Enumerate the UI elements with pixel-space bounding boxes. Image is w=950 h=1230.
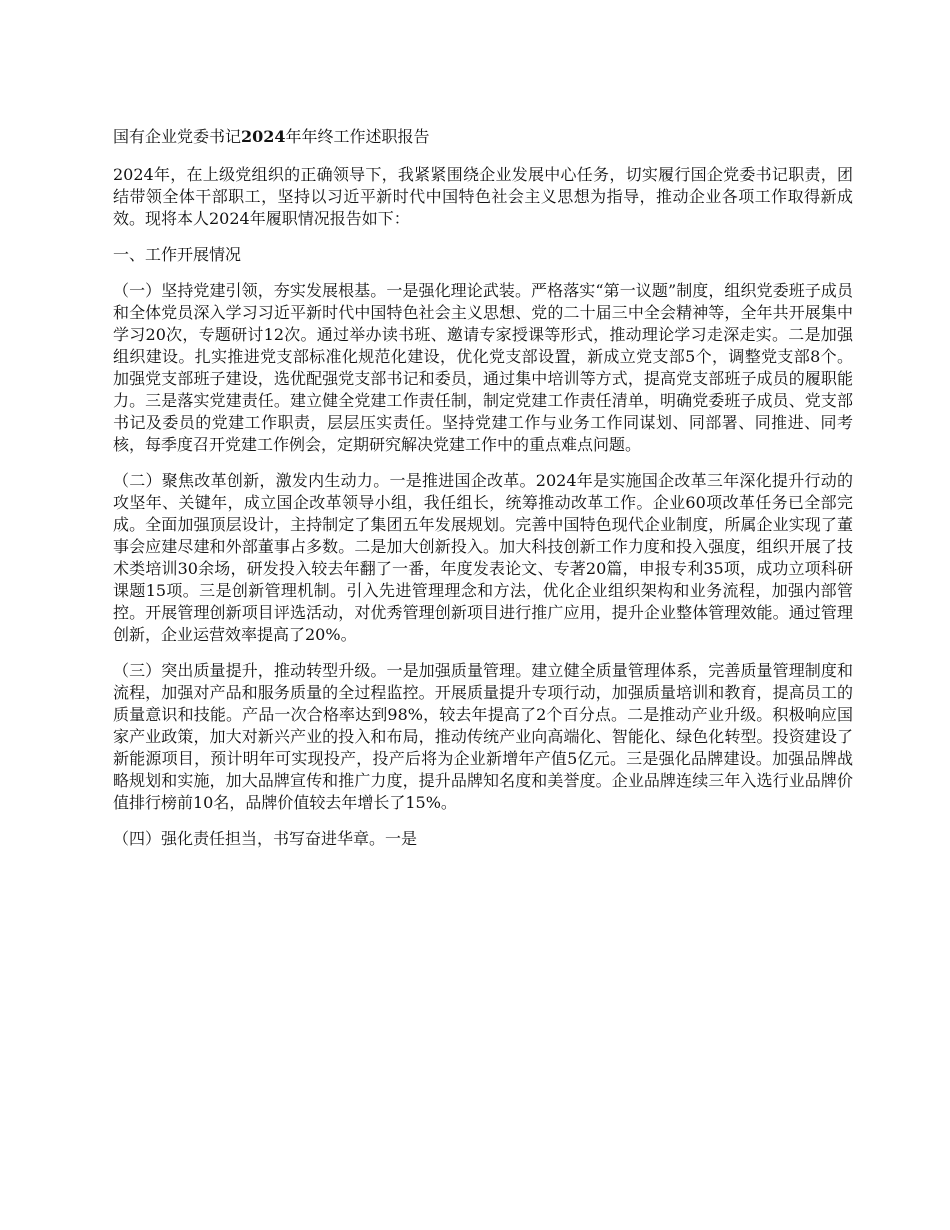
paragraph-party-building: （一）坚持党建引领，夯实发展根基。一是强化理论武装。严格落实“第一议题”制度，组织党委班子成员和全体党员深入学习习近平新时代中国特色社会主义思想、党的二十届三中全会精神等，全年共开展集中学习20次，专题研讨12次。通过举办读书班、邀请专家授课等形式，推动理论学习走深走实。二是加强组织建设。扎实推进党支部标准化规范化建设，优化党支部设置，新成立党支部5个，调整党支部8个。加强党支部班子建设，选优配强党支部书记和委员，通过集中培训等方式，提高党支部班子成员的履职能力。三是落实党建责任。建立健全党建工作责任制，制定党建工作责任清单，明确党委班子成员、党支部书记及委员的党建工作职责，层层压实责任。坚持党建工作与业务工作同谋划、同部署、同推进、同考核，每季度召开党建工作例会，定期研究解决党建工作中的重点难点问题。 — [113, 281, 853, 454]
paragraph-quality-upgrade: （三）突出质量提升，推动转型升级。一是加强质量管理。建立健全质量管理体系，完善质量管理制度和流程，加强对产品和服务质量的全过程监控。开展质量提升专项行动，加强质量培训和教育，提高员工的质量意识和技能。产品一次合格率达到98%，较去年提高了2个百分点。二是推动产业升级。积极响应国家产业政策，加大对新兴产业的投入和布局，推动传统产业向高端化、智能化、绿色化转型。投资建设了新能源项目，预计明年可实现投产，投产后将为企业新增年产值5亿元。三是强化品牌建设。加强品牌战略规划和实施，加大品牌宣传和推广力度，提升品牌知名度和美誉度。企业品牌连续三年入选行业品牌价值排行榜前10名，品牌价值较去年增长了15%。 — [113, 661, 853, 812]
intro-paragraph: 2024年，在上级党组织的正确领导下，我紧紧围绕企业发展中心任务，切实履行国企党委书记职责，团结带领全体干部职工，坚持以习近平新时代中国特色社会主义思想为指导，推动企业各项工作取得新成效。现将本人2024年履职情况报告如下： — [113, 165, 853, 228]
paragraph-responsibility: （四）强化责任担当，书写奋进华章。一是 — [113, 829, 418, 848]
document-title — [113, 126, 853, 148]
title-year: 2024 — [241, 127, 286, 146]
document-page — [113, 126, 853, 864]
paragraph-reform-innovation: （二）聚焦改革创新，激发内生动力。一是推进国企改革。2024年是实施国企改革三年深化提升行动的攻坚年、关键年，成立国企改革领导小组，我任组长，统筹推动改革工作。企业60项改革任务已全部完成。全面加强顶层设计，主持制定了集团五年发展规划。完善中国特色现代企业制度，所属企业实现了董事会应建尽建和外部董事占多数。二是加大创新投入。加大科技创新工作力度和投入强度，组织开展了技术类培训30余场，研发投入较去年翻了一番，年度发表论文、专著20篇，申报专利35项，成功立项科研课题15项。三是创新管理机制。引入先进管理理念和方法，优化企业组织架构和业务流程，加强内部管控。开展管理创新项目评选活动，对优秀管理创新项目进行推广应用，提升企业整体管理效能。通过管理创新，企业运营效率提高了20%。 — [113, 471, 853, 644]
title-prefix: 国有企业党委书记 — [113, 127, 242, 146]
section-heading-work: 一、工作开展情况 — [113, 245, 242, 264]
title-suffix: 年年终工作述职报告 — [285, 127, 430, 146]
